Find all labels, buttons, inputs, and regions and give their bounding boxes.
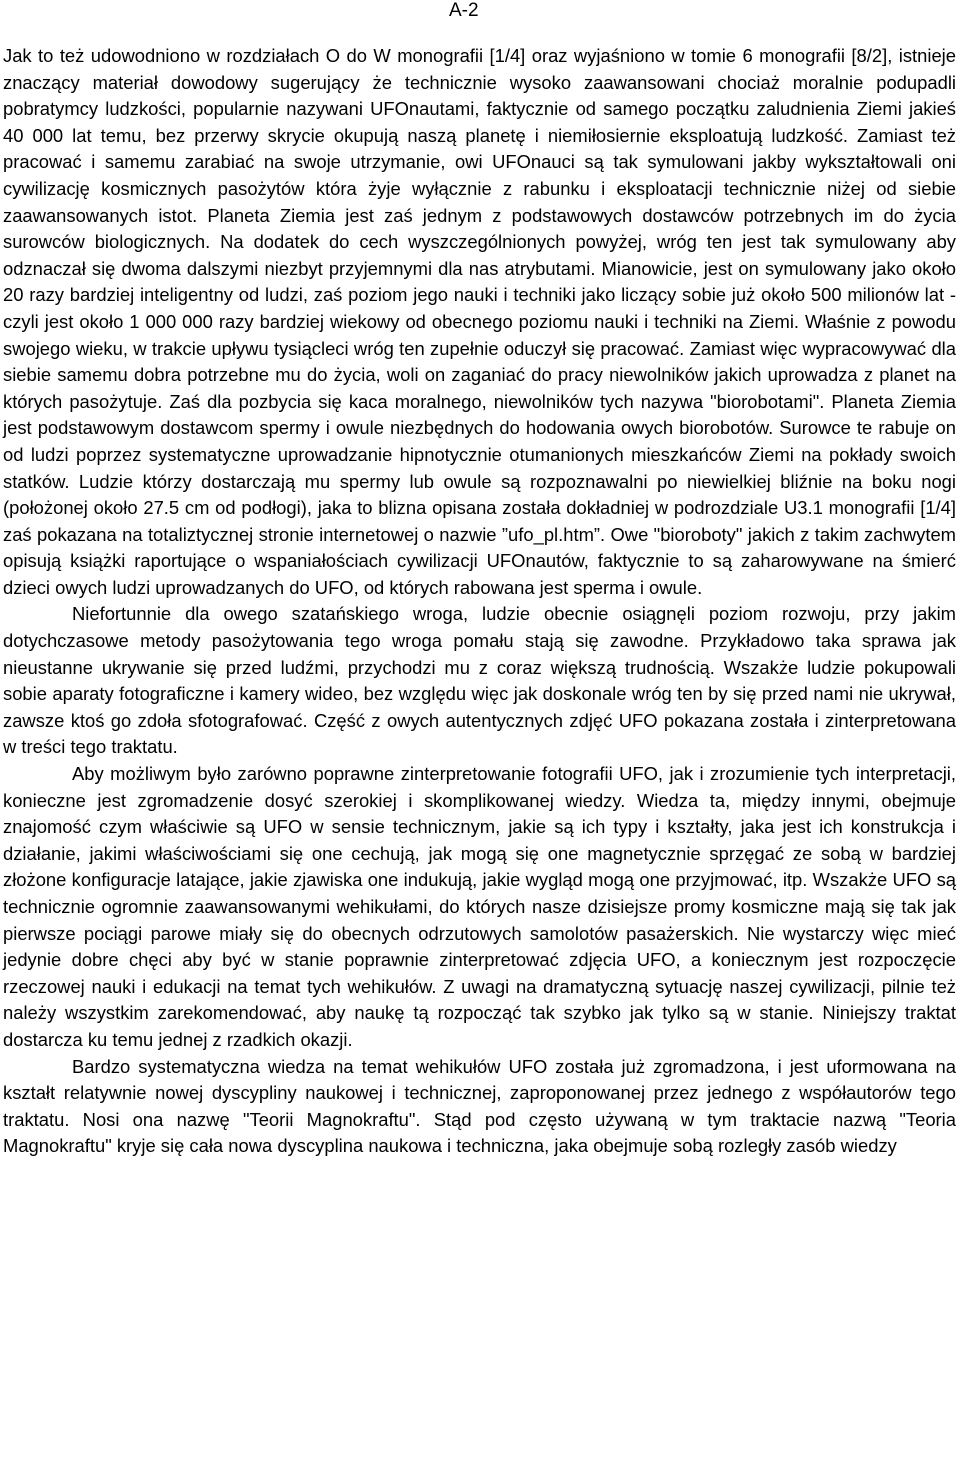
paragraph-photography: Niefortunnie dla owego szatańskiego wroga, ludzie obecnie osiągnęli poziom rozwoju, przy jakim dotychczasowe metody pasożytowania tego wroga pomału stają się zawodne. Przykładowo taka sprawa jak nieustanne ukrywanie się przed ludźmi, przychodzi mu z coraz większą trudnością. Wszakże ludzie pokupowali sobie aparaty fotograficzne i kamery wideo, bez względu więc jak doskonale wróg ten by się przed nami nie ukrywał, zawsze ktoś go zdoła sfotografować. Część z owych autentycznych zdjęć UFO pokazana została i zinterpretowana w treści tego traktatu.: [3, 603, 956, 758]
paragraph-magnocraft-theory: Bardzo systematyczna wiedza na temat wehikułów UFO została już zgromadzona, i jest uformowana na kształt relatywnie nowej dyscypliny naukowej i technicznej, zaproponowanej przez jednego z współautorów tego traktatu. Nosi ona nazwę "Teorii Magnokraftu". Stąd pod często używaną w tym traktacie nazwą "Teoria Magnokraftu" kryje się cała nowa dyscyplina naukowa i techniczna, jaka obejmuje sobą rozległy zasób wiedzy: [3, 1055, 956, 1157]
document-body: [3, 43, 956, 1160]
paragraph-intro: Jak to też udowodniono w rozdziałach O do W monografii [1/4] oraz wyjaśniono w tomie 6 monografii [8/2], istnieje znaczący materiał dowodowy sugerujący że technicznie wysoko zaawansowani chociaż moralnie podupadli pobratymcy ludzkości, popularnie nazywani UFOnautami, faktycznie od samego początku zaludnienia Ziemi jakieś 40 000 lat temu, bez przerwy skrycie okupują naszą planetę i niemiłosiernie eksploatują ludzkość. Zamiast też pracować i samemu zarabiać na swoje utrzymanie, owi UFOnauci są tak symulowani jakby wykształtowali oni cywilizację kosmicznych pasożytów która żyje wyłącznie z rabunku i eksploatacji technicznie niżej od siebie zaawansowanych istot. Planeta Ziemia jest zaś jednym z podstawowych dostawców potrzebnych im do życia surowców biologicznych. Na dodatek do cech wyszczególnionych powyżej, wróg ten jest tak symulowany aby odznaczał się dwoma dalszymi niezbyt przyjemnymi dla nas atrybutami. Mianowicie, jest on symulowany jako około 20 razy bardziej inteligentny od ludzi, zaś poziom jego nauki i techniki jako liczący sobie już około 500 milionów lat - czyli jest około 1 000 000 razy bardziej wiekowy od obecnego poziomu nauki i techniki na Ziemi. Właśnie z powodu swojego wieku, w trakcie upływu tysiącleci wróg ten zupełnie oduczył się pracować. Zamiast więc wypracowywać dla siebie samemu dobra potrzebne mu do życia, woli on zaganiać do pracy niewolników jakich uprowadza z planet na których pasożytuje. Zaś dla pozbycia się kaca moralnego, niewolników tych nazywa "biorobotami". Planeta Ziemia jest podstawowym dostawcom spermy i owule niezbędnych do hodowania owych biorobotów. Surowce te rabuje on od ludzi poprzez systematyczne uprowadzanie hipnotycznie otumanionych mieszkańców Ziemi na pokłady swoich statków. Ludzie którzy dostarczają mu spermy lub owule są rozpoznawalni po niewielkiej bliźnie na boku nogi (położonej około 27.5 cm od podłogi), jaka to blizna opisana została dokładniej w podrozdziale U3.1 monografii [1/4] zaś pokazana na totaliztycznej stronie internetowej o nazwie ”ufo_pl.htm”. Owe "bioroboty" jakich z takim zachwytem opisują książki raportujące o wspaniałościach cywilizacji UFOnautów, faktycznie to są zaharowywane na śmierć dzieci owych ludzi uprowadzanych do UFO, od których rabowana jest sperma i owule.: [3, 45, 956, 598]
paragraph-knowledge: Aby możliwym było zarówno poprawne zinterpretowanie fotografii UFO, jak i zrozumienie tych interpretacji, konieczne jest zgromadzenie dosyć szerokiej i skomplikowanej wiedzy. Wiedza ta, między innymi, obejmuje znajomość czym właściwie są UFO w sensie technicznym, jakie są ich typy i kształty, jaka jest ich konstrukcja i działanie, jakimi właściwościami się one cechują, jak mogą się one magnetycznie sprzęgać ze sobą w bardziej złożone konfiguracje latające, jakie zjawiska one indukują, jakie wygląd mogą one przyjmować, itp. Wszakże UFO są technicznie ogromnie zaawansowanymi wehikułami, do których nasze dzisiejsze promy kosmiczne mają się tak jak pierwsze pociągi parowe miały się do obecnych odrzutowych samolotów pasażerskich. Nie wystarczy więc mieć jedynie dobre chęci aby być w stanie poprawnie zinterpretować zdjęcia UFO, a koniecznym jest rozpoczęcie rzeczowej nauki i edukacji na temat tych wehikułów. Z uwagi na dramatyczną sytuację naszej cywilizacji, pilnie też należy wszystkim zarekomendować, aby naukę tą rozpocząć tak szybko jak tylko są w stanie. Niniejszy traktat dostarcza ku temu jednej z rzadkich okazji.: [3, 763, 956, 1050]
page-number: A-2: [449, 0, 479, 21]
